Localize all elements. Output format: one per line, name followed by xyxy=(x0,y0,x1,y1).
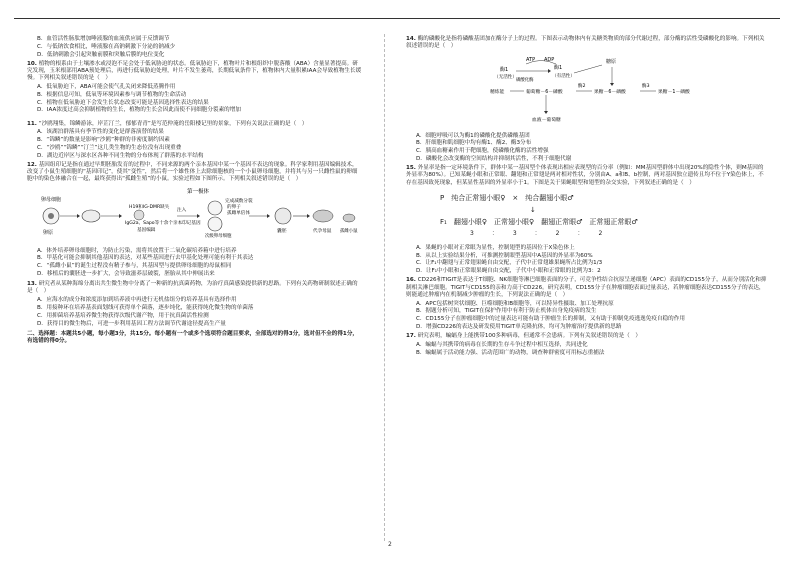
option: B．蝙蝠属于活动能力强、活动范围广的动物，调查种群密度可用标志重捕法 xyxy=(416,349,605,356)
question-11 xyxy=(27,121,362,128)
option: C．CD155分子在肿瘤细胞中的过量表达可能有助于肿瘤生长的抑制，又有助于抑制免疫逃逸免疫自稳的作用 xyxy=(416,316,685,323)
question-number: 12. xyxy=(27,161,37,168)
fig-title: 第一极体 xyxy=(187,189,210,196)
fig-label-result2: 的卵子 xyxy=(227,205,241,211)
fig-sugar: 糖原 xyxy=(606,59,617,66)
mouse-icon xyxy=(313,210,333,222)
blastocyst-shape xyxy=(275,208,291,224)
parent-row: P 纯合正常翅小眼♀ × 纯合翻翅小眼♂ xyxy=(440,193,574,202)
option: C．植物在低氧胁迫下会发生长状态改变可能是基因选择性表达的结果 xyxy=(37,99,209,106)
question-12 xyxy=(27,162,362,184)
option: C．胰高血糖素作用于靶细胞，使磷酸化酶的活性增强 xyxy=(416,148,549,155)
fig-g6p: 葡萄糖－6－磷酸 xyxy=(526,90,563,96)
pup-icon xyxy=(343,214,355,222)
page-top-rule xyxy=(14,18,780,19)
fig-label-step3: 基因编辑 xyxy=(137,228,156,234)
question-number: 17. xyxy=(406,333,416,340)
column-divider xyxy=(384,34,385,541)
fig-adp: ADP xyxy=(544,57,555,64)
fig-enzyme1-state: （无活性） xyxy=(494,75,517,81)
fig-label-embryo: 囊胚 xyxy=(277,229,287,235)
option: C．“沙鸥”“锦鳞”“汀兰”这几类生物的生态位没有出现重叠 xyxy=(37,144,182,151)
option: B．用接种环在培养基表面划线可获得单个菌落，逐步纯化，能获得纯化微生物的单菌落 xyxy=(37,304,254,311)
option: D．获得目的微生物后，可进一步利用基因工程方法调节代谢途径提高生产量 xyxy=(37,320,226,327)
question-number: 14. xyxy=(406,36,416,42)
question-stem: 酶的磷酸化是指将磷酸基团加在酶分子上的过程。下图表示动物体内有关糖类物质的部分代谢过程，部分酶的活性受磷酸化的影响。下列相关叙述错误的是（ ） xyxy=(406,36,765,50)
question-stem: 研究者从某种海绵分离出共生微生物中分离了一种新的抗真菌药物，为治疗真菌感染提供新的思路。下列有关药物研制叙述正确的是（ ） xyxy=(27,281,358,295)
option: C．与低钠饮食相比，唾液腺在高钠刺激下分泌的钠减少 xyxy=(37,43,176,50)
option: B．据题分析可知，TIGIT在保护作用中有利于防止机体自身免疫病的发生 xyxy=(416,308,597,315)
arrow-head xyxy=(544,111,548,114)
oocyte-nucleus xyxy=(48,213,54,219)
embryo-diagram xyxy=(27,186,362,240)
question-stem: 基因组印记是指在通过早期胚胎发育的过程中，不同来源的两个亲本基因中某一个基因不表达的现象。科学家利用基因编辑技术，改变了小鼠生殖细胞的“基因印记”，使其“变性”，然后将一个雄性体上去除细胞核的一个小鼠卵母细胞，并将其与另一只雌性鼠的卵细胞中的染色体融合在一起，最终获得出“孤雌生殖”的小鼠。实验过程如下图所示。下列相关叙述错误的是（ ） xyxy=(27,161,358,183)
question-10 xyxy=(27,61,362,83)
dish-shape xyxy=(82,210,100,222)
fig-enzyme2: 酶2 xyxy=(578,84,586,90)
option: A．细胞呼吸可以为酶1的磷酸化提供磷酸基团 xyxy=(416,132,530,139)
option: A．体外培养卵母细胞时，为防止污染，需将其放置于二氧化碳培养箱中进行培养 xyxy=(37,247,237,254)
page-number: 2 xyxy=(388,541,392,548)
question-14 xyxy=(406,36,768,50)
option: B．从以上实验结果分析，可推测控制眼型基因中A基因的外显率为60% xyxy=(416,252,593,259)
right-column xyxy=(406,36,768,357)
section-heading: 二、选择题：本题共5小题，每小题3分，共15分。每小题有一个或多个选项符合题目要求，全部选对的得3分，选对但不全的得1分，有选错的得0分。 xyxy=(27,330,359,344)
option: A．果蝇的小眼对正常眼为显性，控制翅型的基因位于X染色体上 xyxy=(416,244,575,251)
option: D．IAA浓度过高会抑制植物的生长，植物的生长会因此而使不同细胞分裂素的增加 xyxy=(37,107,241,114)
metabolism-figure xyxy=(406,53,768,128)
option: D．低钠刺激会引起突触前膜和突触后膜的电位变化 xyxy=(37,51,165,58)
arrow-head xyxy=(77,214,80,218)
arrow xyxy=(574,65,602,73)
fig-enzyme1-active-state: （有活性） xyxy=(552,74,575,80)
fig-enzyme3: 酶3 xyxy=(642,84,650,90)
question-stem: 外显率是指一定环境条件下，群体中某一基因型个体表现出相应表现型的百分率（例如：MM基因型群体中出现20%的隐性个体，则M基因的外显率为80%）。已知某蝇小眼和正常眼、翻翅和正常翅是两对相对性状，分别由A、a和B、b控制，两对基因独立遗传且均不位于Y染色体上，不存在基因致死现象，但某显性基因的外显率小于1。下图是关于果蝇眼型和翅型的杂交实验，下列叙述正确的是（ ） xyxy=(406,165,764,186)
fig-label-pups: 孤雌小鼠 xyxy=(340,229,358,235)
question-stem: “沙鸥翔集，锦鳞游泳，岸芷汀兰，郁郁青青”是写范仲淹的岳阳楼记里的景象，下列有关说法正确的是（ ） xyxy=(38,120,308,127)
option: B．血管活性肠肽增加唾液腺的血流供应属于反馈调节 xyxy=(37,36,170,42)
fig-label-result3: 孤雌单倍体 xyxy=(227,211,250,217)
option: C．让F₁中翻翅与正常翅果蝇自由交配，子代中正常翅雄果蝇所占比例为1/3 xyxy=(416,260,603,267)
option: B．甲基化可能会抑制其他基因的表达，对某些基因进行去甲基化处理可能有利于其表达 xyxy=(37,255,254,262)
option: B．“锦鳞”的数量是影响“沙鸥”种群的非密度制约因素 xyxy=(37,137,170,143)
question-number: 13. xyxy=(27,281,37,288)
option: A．低氧胁迫下，ABA可能会使气孔关闭来降低蒸腾作用 xyxy=(37,83,176,90)
fig-label-egg: 卵母细胞 xyxy=(41,197,62,204)
cross-arrow: ↓ xyxy=(530,205,536,214)
option: D．磷酸化会改变酶的空间结构并抑制其活性，不利于细胞代谢 xyxy=(416,156,572,162)
fig-label-inject: 注入 xyxy=(177,208,187,214)
embryo-figure xyxy=(27,186,362,243)
question-number: 10. xyxy=(27,60,37,67)
fig-label-haploid: 次级卵母细胞 xyxy=(205,234,232,240)
edited-cell xyxy=(134,210,144,220)
option: B．肝细胞和肌细胞中均有酶1、酶2、酶3分布 xyxy=(416,140,532,147)
fig-label-result1: 完成减数分裂 xyxy=(225,199,253,205)
fig-atp: ATP xyxy=(526,57,536,64)
fig-enzyme1: 酶1 xyxy=(500,67,509,74)
metabolism-diagram xyxy=(406,53,768,125)
option: B．根据信息可知，低氧等环境因素参与调节植物的生命活动 xyxy=(37,91,187,98)
arrow-head xyxy=(267,214,270,218)
fig-label-step1: H19和IG-DMR缺失 xyxy=(129,205,170,211)
option: D．移植后的囊胚进一步扩大，会导致滋养层破裂，胚胎从其中伸展出来 xyxy=(37,271,215,277)
fig-enzyme1-p: 磷酸化酶 xyxy=(516,78,534,84)
egg-cell xyxy=(208,201,222,215)
fig-p1: 精炼能 xyxy=(490,90,505,96)
ratio-row: 3 ： 3 ： 2 ： 2 xyxy=(470,229,603,237)
arrow-head xyxy=(197,214,200,218)
left-column xyxy=(27,36,362,345)
option: C．“孤雌小鼠”的诞生过程没有精子参与，其基因型与提供卵母细胞的母鼠相同 xyxy=(37,263,232,270)
question-stem: 植物的根系由于土壤渗水或浸泡不足会处于低氧胁迫的状态。低氧胁迫下，植物叶片和根组织中脱落酸（ABA）含量显著提高。研究发现，玉米根部用ABA预处理后，再进行低氧胁迫处理，叶片不发生萎蔫，长期低氧条件下，植物体内大量积累IAA会导致植物生长缓慢。下列相关叙述错误的是（ ） xyxy=(27,60,362,82)
question-number: 11. xyxy=(27,120,37,127)
fig-label-ovum: 卵原 xyxy=(43,230,54,237)
option: D．湖边近岸区与深水区各种不同生物的分布体现了群落的水平结构 xyxy=(37,152,204,159)
question-17 xyxy=(406,333,768,340)
fig-f6p: 果糖－6－磷酸 xyxy=(594,90,626,96)
option: A．应海水的成分和浓度添加到培养液中再进行无机盐组分的培养基具有选择作用 xyxy=(37,297,237,304)
option: A．蝙蝠与其携带的病毒在长期的生存斗争过程中相互选择，共同进化 xyxy=(416,341,588,348)
option: C．用抑菌培养基培养微生物获得次级代谢产物，用于抗真菌活性检测 xyxy=(37,312,209,319)
option: D．增强CD226的表达及研发使用TIGIT单克隆抗体，均可为肿瘤治疗提供新的思路 xyxy=(416,323,622,330)
arrow-head xyxy=(548,69,551,73)
fig-enzyme1-active: 酶1 xyxy=(554,65,563,72)
question-number: 15. xyxy=(406,165,416,172)
fig-label-step2: IgG2a、Sapo等十余个亲本印记基因 xyxy=(125,221,201,227)
f1-row: F₁ 翻翅小眼♀ 正常翅小眼♀ 翻翅正常眼♂ 正常翅正常眼♂ xyxy=(440,217,638,226)
question-16 xyxy=(406,277,768,299)
question-13 xyxy=(27,281,362,295)
fig-blood: 血液－葡萄糖 xyxy=(532,118,561,124)
fig-fbp: 果糖－1－磷酸 xyxy=(658,90,690,96)
arrow-head xyxy=(119,214,122,218)
arrow-head xyxy=(610,83,614,86)
option: A．该湖泊群落具有季节性的变化是群落演替的结果 xyxy=(37,129,164,136)
question-15 xyxy=(406,165,768,187)
question-stem: 研究表明，蝙蝠身上能携带100多种病毒，但通常不会患病。下列有关叙述错误的是（ ） xyxy=(417,333,641,340)
genetics-cross xyxy=(440,192,768,240)
fig-label-mother: 代孕母鼠 xyxy=(313,229,332,235)
question-stem: CD226和TIGIT是表达于T细胞、NK细胞等淋巴细胞表面的分子，可竞争性结合抗原呈递细胞（APC）表面的CD155分子，从而分别活化和抑制相关淋巴细胞。TIGIT与CD155的亲和力高于CD226。研究表明，CD155分子在肿瘤细胞表面过量表达，若肿瘤细胞表达CD155分子的表达，则能通过肿瘤内在机制减少肿瘤的生长，下列说法正确的是（ ） xyxy=(406,277,767,298)
option: D．让F₁中小眼和正常眼果蝇自由交配，子代中小眼和正常眼的比例为3：2 xyxy=(416,268,601,275)
arrow-head xyxy=(307,214,310,218)
haploid-cell xyxy=(208,217,222,231)
question-number: 16. xyxy=(406,277,416,284)
option: A．APC包括树突状细胞、巨噬细胞和B细胞等，可以特异性摄取、加工处理抗原 xyxy=(416,300,614,307)
